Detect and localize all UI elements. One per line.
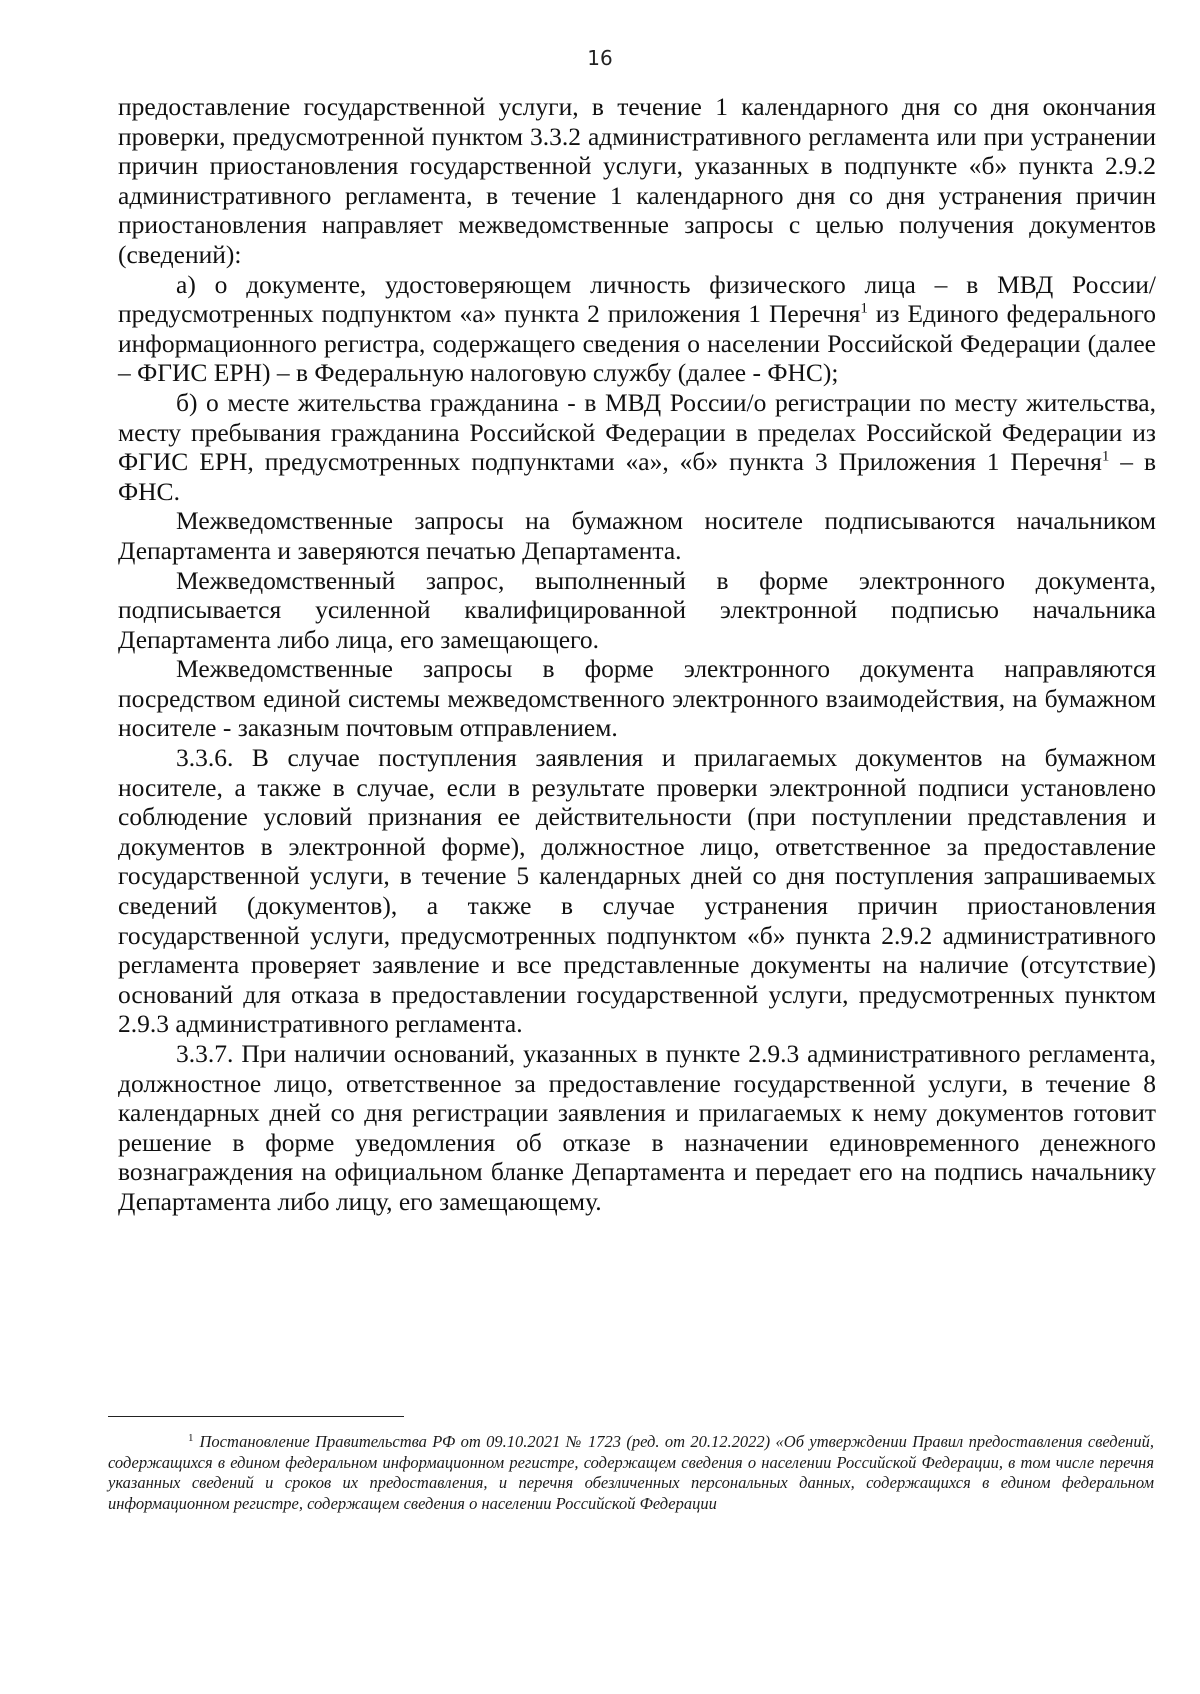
- paragraph-3-3-6: 3.3.6. В случае поступления заявления и прилагаемых документов на бумажном носителе, а также в случае, если в результате проверки электронной подписи установлено соблюдение условий признания ее действительности (при поступлении представления и документов в электронной форме), должностное лицо, ответственное за предоставление государственной услуги, в течение 5 календарных дней со дня поступления запрашиваемых сведений (документов), а также в случае устранения причин приостановления государственной услуги, предусмотренных подпунктом «б» пункта 2.9.2 административного регламента проверяет заявление и все представленные документы на наличие (отсутствие) оснований для отказа в предоставлении государственной услуги, предусмотренных пунктом 2.9.3 административного регламента.: [118, 743, 1156, 1039]
- item-a-text-continued: из Единого федерального информационного регистра, содержащего сведения о населении Российской Федерации (далее – ФГИС ЕРН) – в Федеральную налоговую службу (далее - ФНС);: [118, 299, 1156, 388]
- paragraph-intro: предоставление государственной услуги, в течение 1 календарного дня со дня окончания проверки, предусмотренной пунктом 3.3.2 административного регламента или при устранении причин приостановления государственной услуги, указанных в подпункте «б» пункта 2.9.2 административного регламента, в течение 1 календарного дня со дня устранения причин приостановления направляет межведомственные запросы с целью получения документов (сведений):: [118, 92, 1156, 269]
- footnote-text: Постановление Правительства РФ от 09.10.2021 № 1723 (ред. от 20.12.2022) «Об утверждении Правил предоставления сведений, содержащихся в едином федеральном информационном регистре, содержащем сведения о населении Российской Федерации, в том числе перечня указанных сведений и сроков их предоставления, и перечня обезличенных персональных данных, содержащихся в едином федеральном информационном регистре, содержащем сведения о населении Российской Федерации: [108, 1432, 1154, 1513]
- paragraph-3-3-7: 3.3.7. При наличии оснований, указанных в пункте 2.9.3 административного регламента, должностное лицо, ответственное за предоставление государственной услуги, в течение 8 календарных дней со дня регистрации заявления и прилагаемых к нему документов готовит решение в форме уведомления об отказе в назначении единовременного денежного вознаграждения на официальном бланке Департамента и передает его на подпись начальнику Департамента либо лицу, его замещающему.: [118, 1039, 1156, 1216]
- item-b-text-continued: – в ФНС.: [118, 447, 1157, 506]
- paragraph-request-delivery: Межведомственные запросы в форме электронного документа направляются посредством единой системы межведомственного электронного взаимодействия, на бумажном носителе - заказным почтовым отправлением.: [118, 654, 1156, 743]
- footnote-divider: [108, 1416, 404, 1417]
- document-body: [118, 92, 1156, 1217]
- paragraph-electronic-request: Межведомственный запрос, выполненный в форме электронного документа, подписывается усиленной квалифицированной электронной подписью начальника Департамента либо лица, его замещающего.: [118, 565, 1156, 654]
- page-number: 16: [587, 46, 613, 70]
- footnote-marker: 1: [188, 1431, 194, 1444]
- paragraph-item-b: [118, 388, 1156, 506]
- item-a-text: а) о документе, удостоверяющем личность физического лица – в МВД России/предусмотренных подпунктом «а» пункта 2 приложения 1 Перечня: [118, 269, 1156, 329]
- paragraph-paper-requests: Межведомственные запросы на бумажном носителе подписываются начальником Департамента и заверяются печатью Департамента.: [118, 506, 1156, 565]
- footnote-ref: 1: [1101, 448, 1110, 465]
- item-b-text: б) о месте жительства гражданина - в МВД России/о регистрации по месту жительства, месту пребывания гражданина Российской Федерации в пределах Российской Федерации из ФГИС ЕРН, предусмотренных подпунктами «а», «б» пункта 3 Приложения 1 Перечня: [118, 387, 1156, 477]
- footnote: [108, 1432, 1154, 1514]
- paragraph-item-a: [118, 270, 1156, 388]
- footnote-ref: 1: [860, 300, 868, 317]
